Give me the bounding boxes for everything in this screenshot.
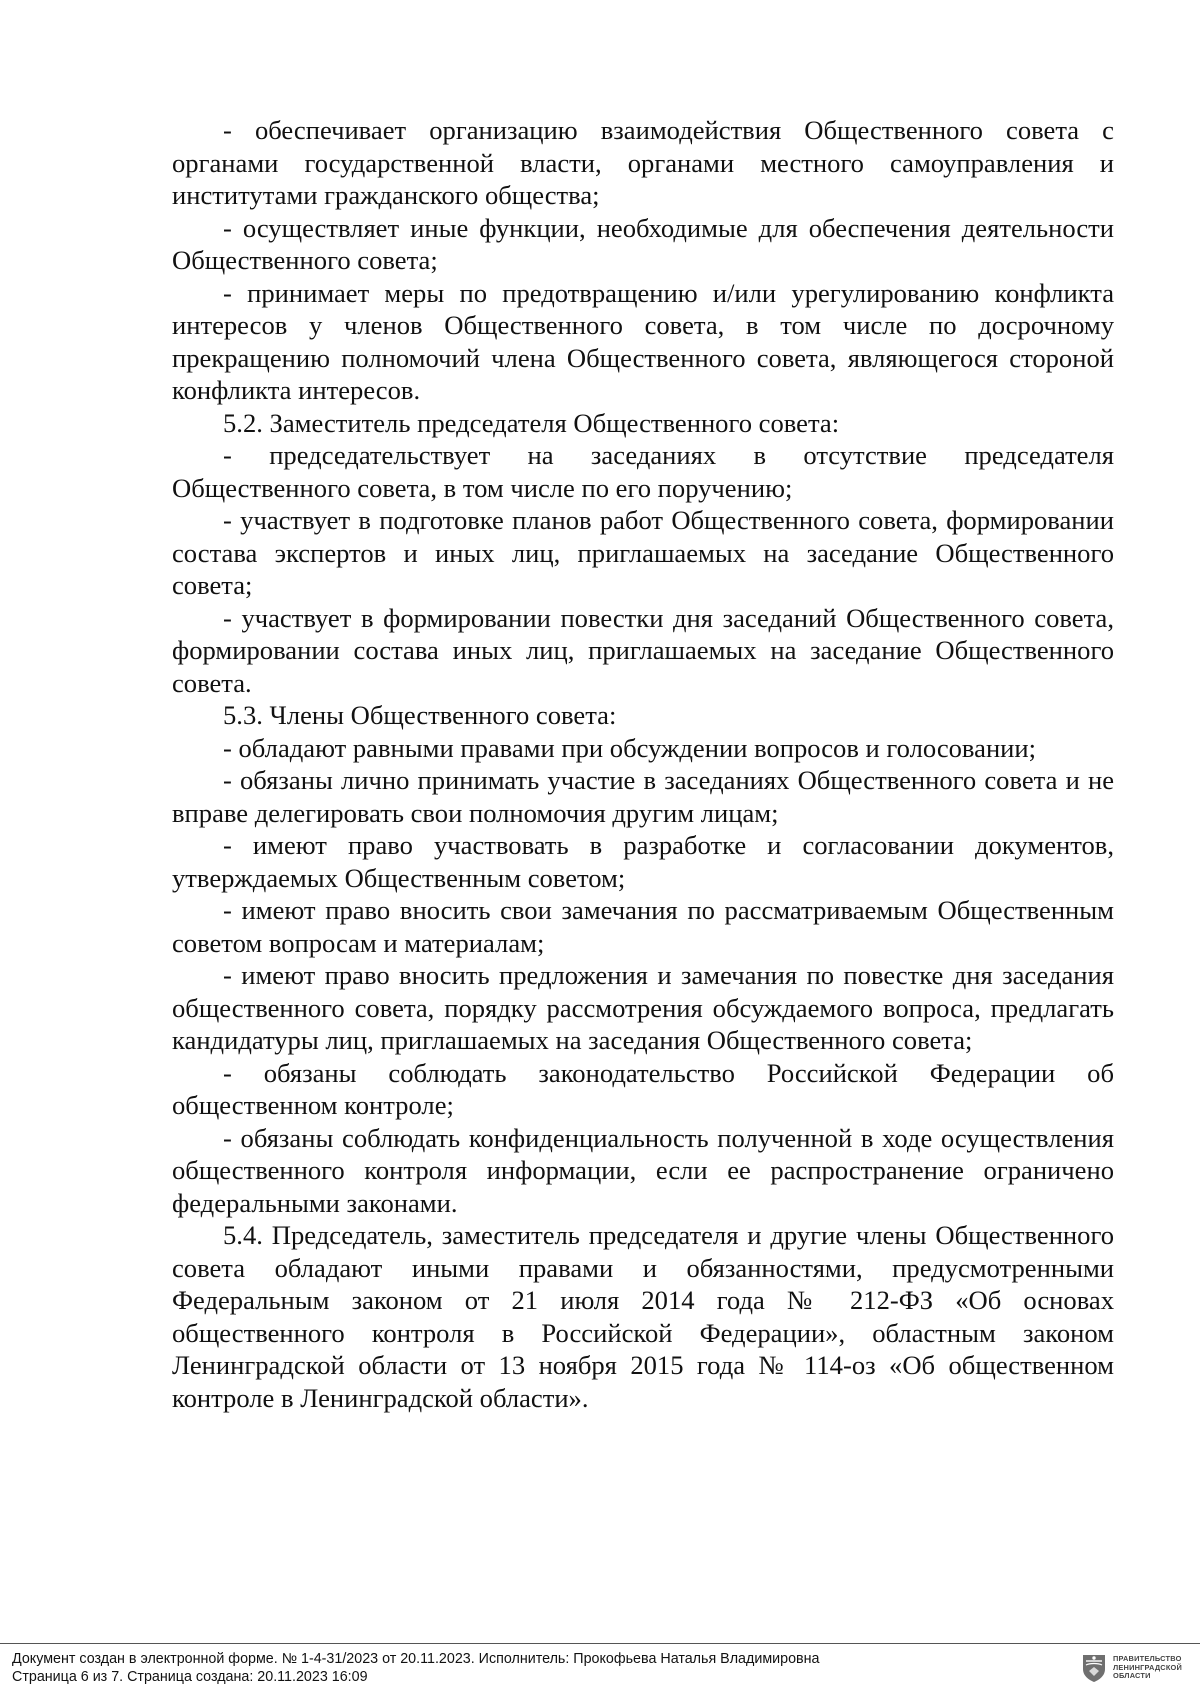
paragraph-lichnoe-uchastie: - обязаны лично принимать участие в заседаниях Общественного совета и не вправе делегировать свои полномочия другим лицам; <box>172 765 1114 828</box>
document-body <box>172 114 1114 1414</box>
section-5-3-heading: 5.3. Члены Общественного совета: <box>223 700 617 730</box>
paragraph-zakonodatelstvo: - обязаны соблюдать законодательство Российской Федерации об общественном контроле; <box>172 1057 1114 1120</box>
paragraph-povestka-dnya: - участвует в формировании повестки дня заседаний Общественного совета, формировании состава иных лиц, приглашаемых на заседание Общественного совета. <box>172 602 1114 698</box>
paragraph-razrabotka-dokumentov: - имеют право участвовать в разработке и согласовании документов, утверждаемых Общественным советом; <box>172 830 1114 893</box>
paragraph-podgotovka-planov: - участвует в подготовке планов работ Общественного совета, формировании состава экспертов и иных лиц, приглашаемых на заседание Общественного совета; <box>172 505 1114 600</box>
government-logo-text <box>1113 1655 1182 1681</box>
logo-text-line-2: ЛЕНИНГРАДСКОЙ <box>1113 1662 1182 1672</box>
logo-text-line-1: ПРАВИТЕЛЬСТВО <box>1113 1654 1182 1664</box>
paragraph-konflikt-interesov: - принимает меры по предотвращению и/или урегулированию конфликта интересов у членов Общественного совета, в том числе по досрочному прекращению полномочий члена Общественного совета, являющегося стороной конфликта интересов. <box>172 277 1114 405</box>
government-logo <box>1081 1653 1182 1683</box>
leningrad-region-coat-of-arms-icon <box>1081 1653 1107 1683</box>
logo-text-line-3: ОБЛАСТИ <box>1113 1671 1151 1681</box>
paragraph-predsedatelstvuet: - председательствует на заседаниях в отсутствие председателя Общественного совета, в том числе по его поручению; <box>172 440 1114 503</box>
paragraph-osushchestvlyaet: - осуществляет иные функции, необходимые для обеспечения деятельности Общественного совета; <box>172 212 1114 275</box>
document-footer <box>0 1643 1200 1699</box>
footer-document-info: Документ создан в электронной форме. № 1-4-31/2023 от 20.11.2023. Исполнитель: Прокофьева Наталья Владимировна <box>12 1651 820 1667</box>
paragraph-ravnye-prava: - обладают равными правами при обсуждении вопросов и голосовании; <box>223 732 1037 763</box>
paragraph-zamechaniya: - имеют право вносить свои замечания по рассматриваемым Общественным советом вопросам и материалам; <box>172 895 1114 958</box>
footer-text <box>12 1651 820 1686</box>
section-5-2-heading: 5.2. Заместитель председателя Общественного совета: <box>223 407 840 438</box>
paragraph-predlozheniya: - имеют право вносить предложения и замечания по повестке дня заседания общественного совета, порядку рассмотрения обсуждаемого вопроса, предлагать кандидатуры лиц, приглашаемых на заседания Общественного совета; <box>172 960 1114 1055</box>
section-5-4-paragraph: 5.4. Председатель, заместитель председателя и другие члены Общественного совета обладают иными правами и обязанностями, предусмотренными Федеральным законом от 21 июля 2014 года № 212-ФЗ «Об основах общественного контроля в Российской Федерации», областным законом Ленинградской области от 13 ноября 2015 года № 114-оз «Об общественном контроле в Ленинградской области». <box>172 1220 1114 1413</box>
paragraph-konfidencialnost: - обязаны соблюдать конфиденциальность полученной в ходе осуществления общественного контроля информации, если ее распространение ограничено федеральными законами. <box>172 1122 1114 1218</box>
footer-page-info: Страница 6 из 7. Страница создана: 20.11.2023 16:09 <box>12 1668 368 1685</box>
paragraph-obespechivaet: - обеспечивает организацию взаимодействия Общественного совета с органами государственной власти, органами местного самоуправления и институтами гражданского общества; <box>172 115 1114 210</box>
